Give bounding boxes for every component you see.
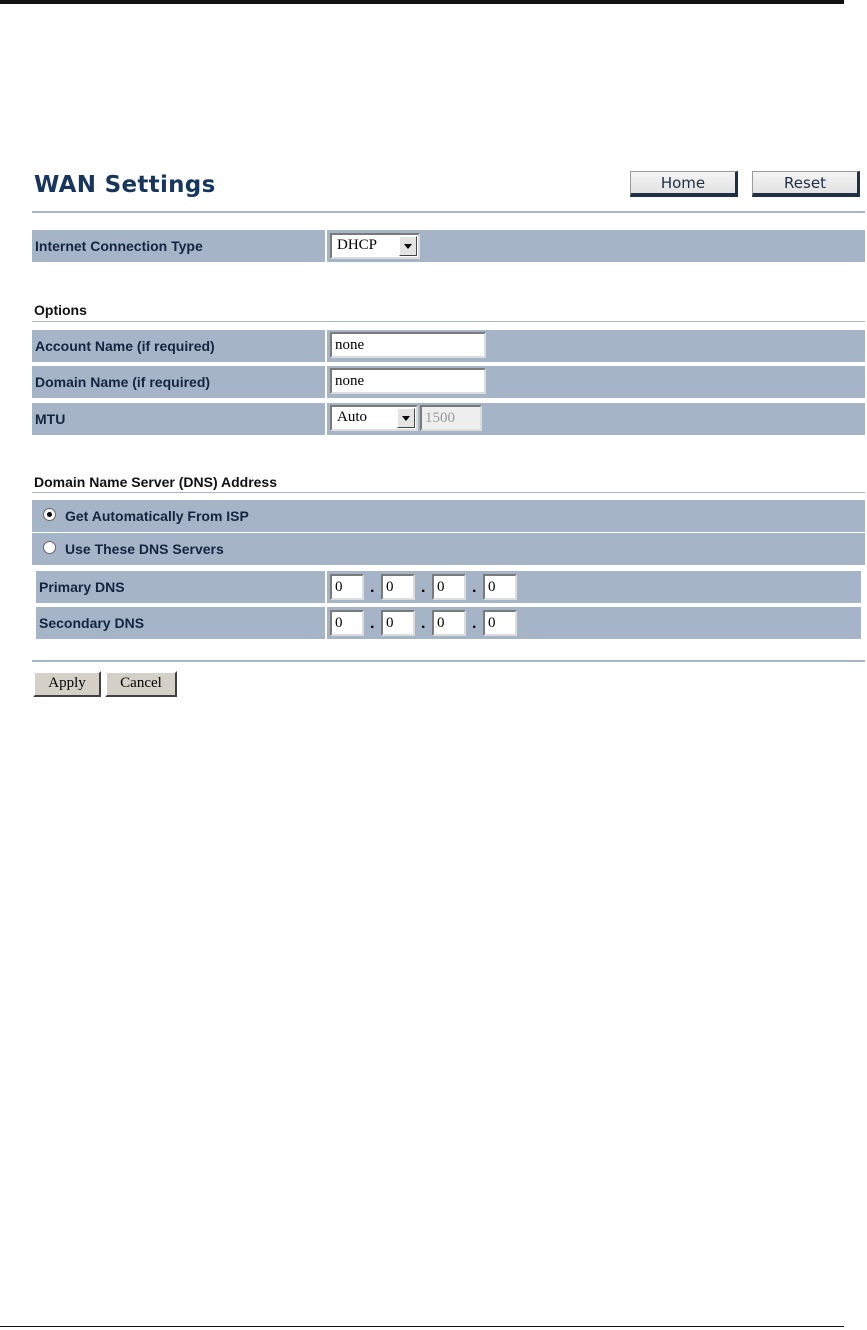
dns-divider — [32, 492, 865, 493]
octet-separator: . — [421, 579, 426, 596]
mtu-value-input: 1500 — [420, 405, 482, 431]
dns-manual-radio[interactable] — [43, 541, 56, 554]
domain-name-label: Domain Name (if required) — [35, 374, 211, 390]
account-name-input[interactable]: none — [330, 332, 486, 358]
mtu-mode-value: Auto — [337, 409, 367, 425]
secondary-dns-label: Secondary DNS — [39, 615, 145, 631]
dns-auto-label[interactable]: Get Automatically From ISP — [65, 508, 249, 524]
secondary-dns-octet-2[interactable]: 0 — [381, 610, 415, 636]
title-divider — [32, 211, 865, 213]
primary-dns-row — [36, 571, 861, 603]
connection-type-select[interactable] — [330, 233, 420, 259]
dns-auto-radio[interactable] — [43, 508, 56, 521]
secondary-dns-row — [36, 607, 861, 639]
account-name-row — [32, 330, 865, 362]
octet-separator: . — [472, 615, 477, 632]
page-top-rule — [0, 0, 844, 4]
actions-divider — [32, 660, 865, 662]
chevron-down-icon[interactable] — [397, 408, 415, 428]
domain-name-cell — [325, 366, 865, 398]
mtu-cell — [325, 403, 865, 435]
octet-separator: . — [370, 615, 375, 632]
mtu-label: MTU — [35, 411, 66, 427]
options-heading: Options — [34, 302, 87, 318]
primary-dns-octet-1[interactable]: 0 — [330, 574, 364, 600]
secondary-dns-octet-3[interactable]: 0 — [432, 610, 466, 636]
octet-separator: . — [421, 615, 426, 632]
primary-dns-octet-4[interactable]: 0 — [483, 574, 517, 600]
domain-name-row — [32, 366, 865, 398]
connection-type-value: DHCP — [337, 237, 378, 253]
dns-auto-row[interactable] — [32, 500, 865, 532]
primary-dns-cell — [325, 571, 861, 603]
primary-dns-label: Primary DNS — [39, 579, 125, 595]
page-title: WAN Settings — [34, 172, 216, 198]
cancel-button[interactable]: Cancel — [105, 671, 177, 697]
domain-name-input[interactable]: none — [330, 368, 486, 394]
primary-dns-octet-3[interactable]: 0 — [432, 574, 466, 600]
mtu-row — [32, 403, 865, 435]
mtu-mode-select[interactable] — [330, 405, 418, 431]
options-divider — [32, 321, 865, 322]
account-name-label: Account Name (if required) — [35, 338, 215, 354]
dns-manual-row[interactable] — [32, 533, 865, 565]
primary-dns-octet-2[interactable]: 0 — [381, 574, 415, 600]
connection-type-label: Internet Connection Type — [35, 238, 203, 254]
account-name-cell — [325, 330, 865, 362]
home-button[interactable]: Home — [630, 171, 738, 197]
connection-type-row — [32, 230, 865, 262]
dns-heading: Domain Name Server (DNS) Address — [34, 474, 278, 490]
secondary-dns-cell — [325, 607, 861, 639]
secondary-dns-octet-4[interactable]: 0 — [483, 610, 517, 636]
apply-button[interactable]: Apply — [33, 671, 101, 697]
dns-manual-label[interactable]: Use These DNS Servers — [65, 541, 224, 557]
octet-separator: . — [472, 579, 477, 596]
octet-separator: . — [370, 579, 375, 596]
chevron-down-icon[interactable] — [399, 236, 417, 256]
connection-type-cell — [325, 230, 865, 262]
secondary-dns-octet-1[interactable]: 0 — [330, 610, 364, 636]
page-bottom-rule — [0, 1326, 844, 1327]
reset-button[interactable]: Reset — [752, 171, 860, 197]
